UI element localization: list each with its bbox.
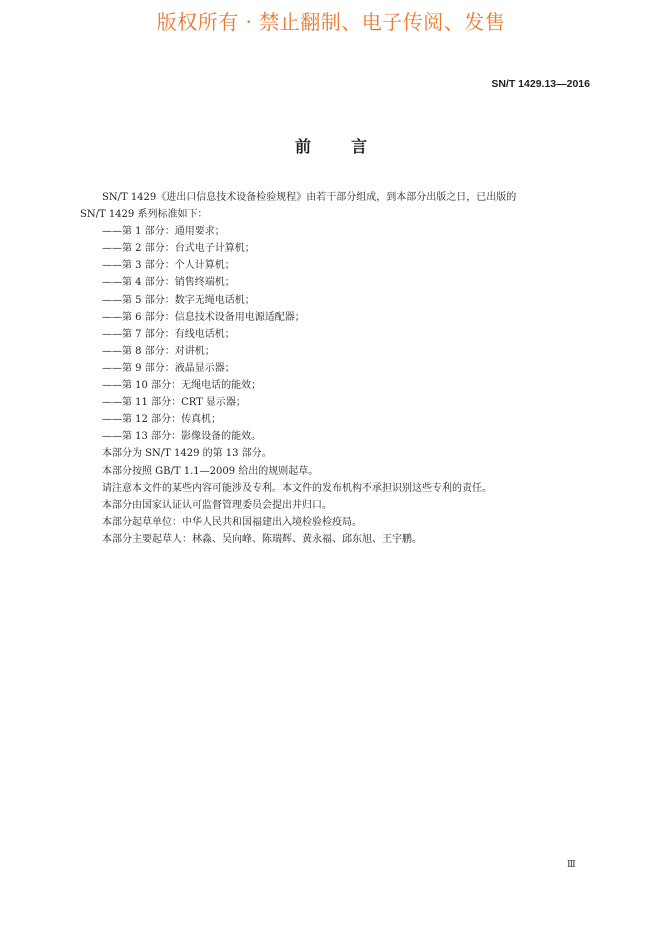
standard-number: SN/T 1429.13—2016 xyxy=(491,78,590,90)
statement-line: 请注意本文件的某些内容可能涉及专利。本文件的发布机构不承担识别这些专利的责任。 xyxy=(102,482,492,494)
statement-line: 本部分由国家认证认可监督管理委员会提出并归口。 xyxy=(102,499,332,511)
statement-line: 本部分为 SN/T 1429 的第 13 部分。 xyxy=(102,448,272,460)
statement-line: 本部分按照 GB/T 1.1—2009 给出的规则起草。 xyxy=(102,465,319,477)
statement-line: 本部分主要起草人：林淼、吴向峰、陈瑞辉、黄永福、邱东旭、王宇鹏。 xyxy=(102,533,422,545)
part-item: ——第 8 部分：对讲机； xyxy=(102,345,215,357)
intro-line-1: SN/T 1429《进出口信息技术设备检验规程》由若干部分组成，到本部分出版之日，已出版的 xyxy=(102,192,517,203)
part-item: ——第 3 部分：个人计算机； xyxy=(102,260,235,272)
part-item: ——第 2 部分：台式电子计算机； xyxy=(102,243,255,255)
title-char-1: 前 xyxy=(294,137,311,156)
watermark-banner: 版权所有 · 禁止翻制、电子传阅、发售 xyxy=(156,10,506,34)
part-item: ——第 1 部分：通用要求； xyxy=(102,226,225,238)
part-item: ——第 10 部分：无绳电话的能效； xyxy=(102,380,262,392)
part-item: ——第 12 部分：传真机； xyxy=(102,414,222,426)
part-item: ——第 9 部分：液晶显示器； xyxy=(102,362,235,374)
page-number: Ⅲ xyxy=(567,860,576,870)
part-item: ——第 4 部分：销售终端机； xyxy=(102,277,235,289)
preface-body xyxy=(80,189,592,548)
part-item: ——第 5 部分：数字无绳电话机； xyxy=(102,294,255,306)
title-char-2: 言 xyxy=(351,137,368,156)
part-item: ——第 7 部分：有线电话机； xyxy=(102,328,235,340)
statement-line: 本部分起草单位：中华人民共和国福建出入境检验检疫局。 xyxy=(102,516,362,528)
part-item: ——第 11 部分：CRT 显示器； xyxy=(102,397,246,409)
part-item: ——第 13 部分：影像设备的能效。 xyxy=(102,431,262,443)
page-title xyxy=(0,134,662,157)
intro-line-2: SN/T 1429 系列标准如下： xyxy=(80,209,208,221)
part-item: ——第 6 部分：信息技术设备用电源适配器； xyxy=(102,311,305,323)
